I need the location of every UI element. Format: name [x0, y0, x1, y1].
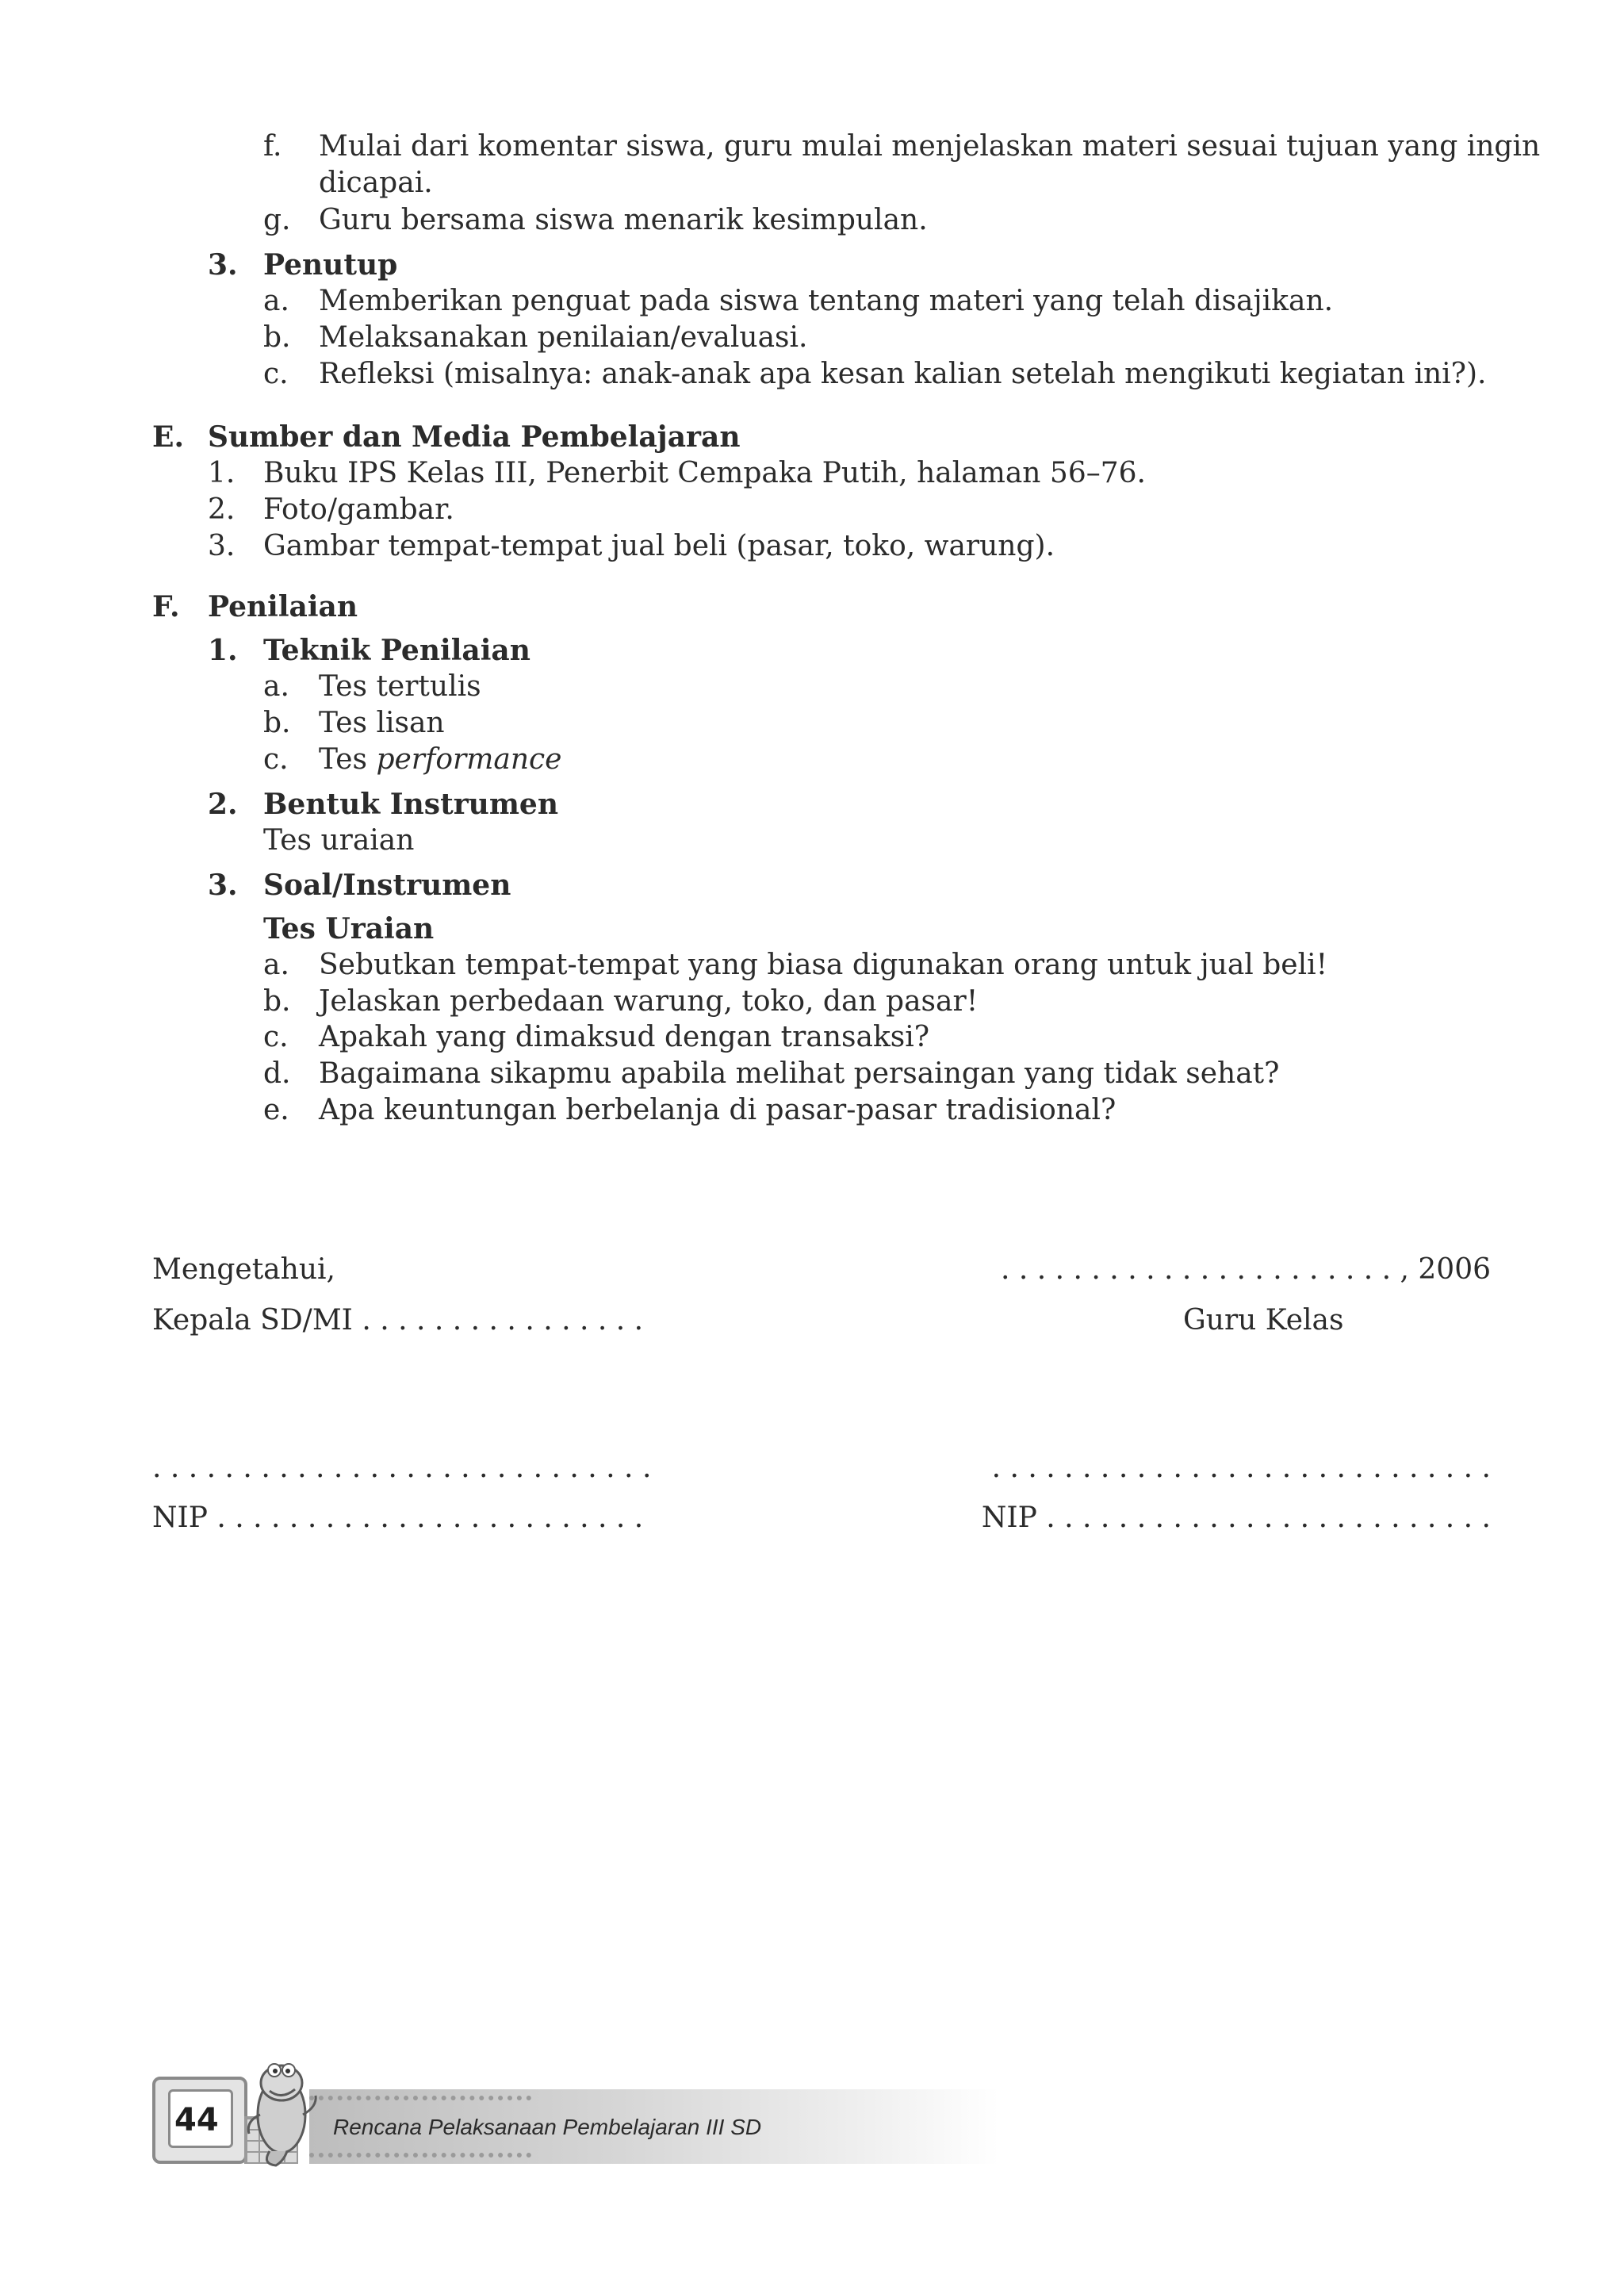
item-text: Tes tertulis [319, 670, 481, 703]
item-text: Jelaskan perbedaan warung, toko, dan pasar! [319, 985, 979, 1018]
item-text: Bagaimana sikapmu apabila melihat persaingan yang tidak sehat? [319, 1057, 1280, 1090]
item-label: f. [263, 130, 282, 163]
item-text: Melaksanakan penilaian/evaluasi. [319, 321, 808, 354]
section-heading: Teknik Penilaian [263, 634, 530, 667]
item-label: c. [263, 1021, 289, 1053]
signature-date: . . . . . . . . . . . . . . . . . . . . . . , 2006 [1000, 1253, 1491, 1286]
item-text: Foto/gambar. [263, 493, 454, 526]
signature-name-left: . . . . . . . . . . . . . . . . . . . . . . . . . . . . [152, 1452, 652, 1484]
signature-guru-kelas: Guru Kelas [1183, 1304, 1344, 1337]
signature-kepala: Kepala SD/MI . . . . . . . . . . . . . . . . [152, 1304, 644, 1337]
item-text: Tes uraian [263, 824, 415, 857]
item-label: b. [263, 707, 291, 739]
item-text: Tes lisan [319, 707, 445, 739]
item-text: Memberikan penguat pada siswa tentang materi yang telah disajikan. [319, 285, 1334, 317]
section-number: 2. [208, 788, 238, 821]
item-label: b. [263, 985, 291, 1018]
item-label: c. [263, 358, 289, 390]
item-label: 2. [208, 493, 236, 526]
item-text: Buku IPS Kelas III, Penerbit Cempaka Putih, halaman 56–76. [263, 457, 1146, 489]
item-label: 3. [208, 530, 236, 562]
item-text-italic: performance [376, 743, 562, 776]
signature-nip-left: NIP . . . . . . . . . . . . . . . . . . . . . . . . [152, 1502, 644, 1534]
item-text: dicapai. [319, 167, 433, 199]
section-number: 1. [208, 634, 238, 667]
section-letter: F. [152, 590, 180, 623]
item-label: a. [263, 285, 289, 317]
item-label: 1. [208, 457, 236, 489]
item-text: Sebutkan tempat-tempat yang biasa digunakan orang untuk jual beli! [319, 949, 1328, 981]
signature-mengetahui: Mengetahui, [152, 1253, 335, 1286]
dolphin-mascot-icon [238, 2051, 325, 2170]
section-heading: Penutup [263, 248, 398, 282]
item-text: Mulai dari komentar siswa, guru mulai menjelaskan materi sesuai tujuan yang ingin [319, 130, 1541, 163]
section-heading: Soal/Instrumen [263, 869, 511, 902]
item-text: Gambar tempat-tempat jual beli (pasar, toko, warung). [263, 530, 1055, 562]
signature-nip-right: NIP . . . . . . . . . . . . . . . . . . . . . . . . . [981, 1502, 1491, 1534]
section-heading: Penilaian [208, 590, 358, 623]
section-letter: E. [152, 420, 184, 454]
item-label: c. [263, 743, 289, 776]
item-label: a. [263, 949, 289, 981]
section-number: 3. [208, 869, 238, 902]
section-number: 3. [208, 248, 238, 282]
item-text: Guru bersama siswa menarik kesimpulan. [319, 204, 928, 236]
item-label: a. [263, 670, 289, 703]
footer-book-title: Rencana Pelaksanaan Pembelajaran III SD [333, 2115, 762, 2139]
item-text: Refleksi (misalnya: anak-anak apa kesan kalian setelah mengikuti kegiatan ini?). [319, 358, 1487, 390]
item-text-plain: Tes [319, 743, 367, 776]
sub-heading: Tes Uraian [263, 912, 435, 945]
item-label: e. [263, 1094, 289, 1126]
page-number: 44 [174, 2102, 219, 2138]
page-footer [151, 2061, 1007, 2188]
signature-name-right: . . . . . . . . . . . . . . . . . . . . . . . . . . . . [991, 1452, 1491, 1484]
item-label: b. [263, 321, 291, 354]
item-text: Apakah yang dimaksud dengan transaksi? [319, 1021, 930, 1053]
item-label: g. [263, 204, 291, 236]
section-heading: Bentuk Instrumen [263, 788, 559, 821]
item-text [319, 742, 561, 778]
section-heading: Sumber dan Media Pembelajaran [208, 420, 741, 454]
item-label: d. [263, 1057, 291, 1090]
item-text: Apa keuntungan berbelanja di pasar-pasar tradisional? [319, 1094, 1116, 1126]
